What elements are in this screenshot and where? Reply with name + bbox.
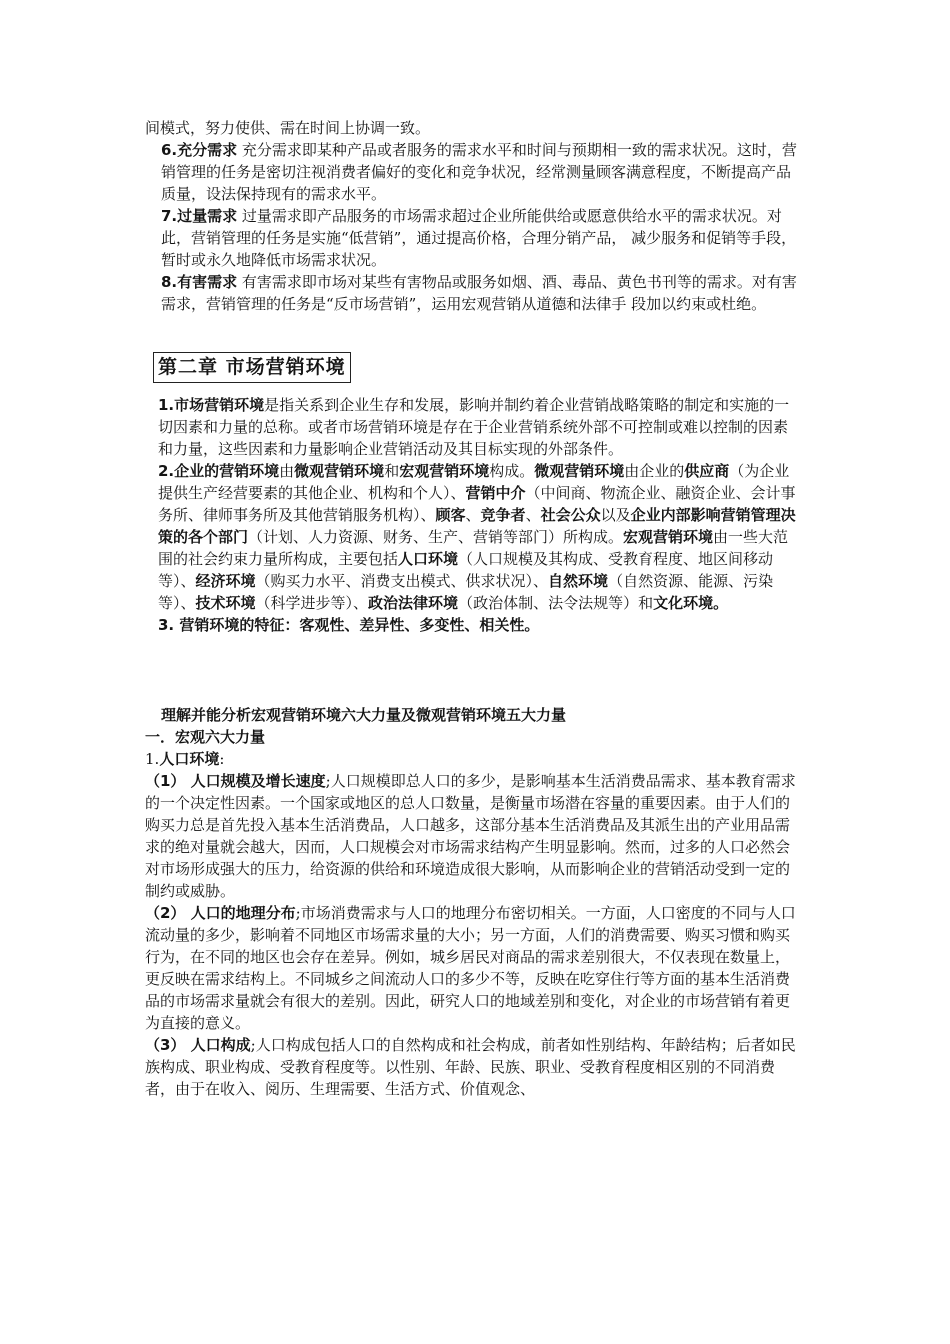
heading-term: 人口环境 xyxy=(159,750,220,768)
para-num: 1. xyxy=(158,396,175,414)
macro-section xyxy=(145,704,800,1100)
seg: （人口规模及其构成、受教育程度、地区间移动等）、 xyxy=(158,550,774,590)
seg: （自然资源、能源、污染等）、 xyxy=(158,572,774,612)
seg: 微观营销环境 xyxy=(294,462,385,480)
seg: 宏观营销环境 xyxy=(623,528,714,546)
para-term: 市场营销环境 xyxy=(174,396,265,414)
point-term: 人口构成 xyxy=(185,1036,251,1054)
item-num: 8. xyxy=(161,273,178,291)
seg: 自然环境 xyxy=(548,572,609,590)
environment-section xyxy=(158,394,798,636)
seg: 竞争者 xyxy=(480,506,526,524)
seg: 微观营销环境 xyxy=(534,462,625,480)
point-population-size xyxy=(145,770,800,902)
item-excess-demand xyxy=(145,205,800,271)
point-geographic-distribution xyxy=(145,902,800,1034)
demand-section xyxy=(145,117,800,315)
seg: 文化环境。 xyxy=(653,594,729,612)
point-num: （2） xyxy=(145,904,186,922)
point-num: （3） xyxy=(145,1036,186,1054)
chapter-title: 第二章 市场营销环境 xyxy=(153,352,351,383)
seg: 政治法律环境 xyxy=(368,594,459,612)
item-num: 6. xyxy=(161,141,178,159)
point-num: （1） xyxy=(145,772,186,790)
heading-colon: : xyxy=(219,750,225,768)
seg: 、 xyxy=(465,506,481,524)
seg: 由一些大范围的社会约束力量所构成，主要包括 xyxy=(158,528,789,568)
point-term: 人口规模及增长速度 xyxy=(185,772,326,790)
point-term: 人口的地理分布 xyxy=(185,904,296,922)
features-line: 3. 营销环境的特征：客观性、差异性、多变性、相关性。 xyxy=(158,616,540,634)
section-heading: 理解并能分析宏观营销环境六大力量及微观营销环境五大力量 xyxy=(161,706,567,724)
seg: （科学进步等）、 xyxy=(255,594,369,612)
seg: 顾客 xyxy=(435,506,466,524)
item-text: 过量需求即产品服务的市场需求超过企业所能供给或愿意供给水平的需求状况。对此，营销管理的任务是实施“低营销”，通过提高价格，合理分销产品， 减少服务和促销等手段，暂时或永久地降低市场需求状况。 xyxy=(161,207,797,269)
composition-paragraph xyxy=(158,460,798,614)
seg: 经济环境 xyxy=(195,572,256,590)
subsection-heading: 一．宏观六大力量 xyxy=(145,728,266,746)
seg: 2. xyxy=(158,462,175,480)
item-term: 充分需求 xyxy=(177,141,238,159)
item-text: 充分需求即某种产品或者服务的需求水平和时间与预期相一致的需求状况。这时，营销管理的任务是密切注视消费者偏好的变化和竞争状况，经常测量顾客满意程度，不断提高产品质量，设法保持现有的需求水平。 xyxy=(161,141,797,203)
seg: 构成。 xyxy=(489,462,535,480)
item-term: 有害需求 xyxy=(177,273,238,291)
seg: 企业内部影响营销管理决策的各个部门 xyxy=(158,506,796,546)
seg: 企业的营销环境 xyxy=(174,462,280,480)
seg: 宏观营销环境 xyxy=(399,462,490,480)
point-text: ;人口规模即总人口的多少，是影响基本生活消费品需求、基本教育需求的一个决定性因素。一个国家或地区的总人口数量，是衡量市场潜在容量的重要因素。由于人们的购买力总是首先投入基本生活消费品，人口越多，这部分基本生活消费品及其派生出的产业用品需求的绝对量就会越大，因而，人口规模会对市场需求结构产生明显影响。然而，过多的人口必然会对市场形成强大的压力，给资源的供给和环境造成很大影响，从而影响企业的营销活动受到一定的制约或威胁。 xyxy=(145,772,796,900)
seg: 人口环境 xyxy=(398,550,459,568)
point-text: ;市场消费需求与人口的地理分布密切相关。一方面，人口密度的不同与人口流动量的多少，影响着不同地区市场需求量的大小；另一方面，人们的消费需要、购买习惯和购买行为，在不同的地区也会存在差异。例如，城乡居民对商品的需求差别很大，不仅表现在数量上，更反映在需求结构上。不同城乡之间流动人口的多少不等，反映在吃穿住行等方面的基本生活消费品的市场需求量就会有很大的差别。因此，研究人口的地域差别和变化，对企业的市场营销有着更为直接的意义。 xyxy=(145,904,796,1032)
seg: 供应商 xyxy=(684,462,730,480)
point-population-structure xyxy=(145,1034,800,1100)
definition-paragraph xyxy=(158,394,798,460)
item-text: 有害需求即市场对某些有害物品或服务如烟、酒、毒品、黄色书刊等的需求。对有害需求，营销管理的任务是“反市场营销”，运用宏观营销从道德和法律手 段加以约束或杜绝。 xyxy=(161,273,797,313)
seg: 、 xyxy=(525,506,541,524)
item-harmful-demand xyxy=(145,271,800,315)
seg: （购买力水平、消费支出模式、供求状况）、 xyxy=(255,572,549,590)
seg: 以及 xyxy=(600,506,631,524)
point-text: ;人口构成包括人口的自然构成和社会构成，前者如性别结构、年龄结构；后者如民族构成、职业构成、受教育程度等。以性别、年龄、民族、职业、受教育程度相区别的不同消费者，由于在收入、阅历、生理需要、生活方式、价值观念、 xyxy=(145,1036,796,1098)
seg: （为企业提供生产经营要素的其他企业、机构和个人）、 xyxy=(158,462,790,502)
continuation-line: 间模式，努力使供、需在时间上协调一致。 xyxy=(145,119,431,137)
seg: （中间商、物流企业、融资企业、会计事务所、律师事务所及其他营销服务机构）、 xyxy=(158,484,796,524)
seg: （政治体制、法令法规等）和 xyxy=(458,594,654,612)
population-heading xyxy=(145,748,800,770)
seg: 由企业的 xyxy=(624,462,685,480)
seg: 和 xyxy=(384,462,400,480)
seg: 由 xyxy=(279,462,295,480)
seg: 技术环境 xyxy=(195,594,256,612)
item-num: 7. xyxy=(161,207,178,225)
heading-num: 1. xyxy=(145,750,160,768)
seg: 营销中介 xyxy=(465,484,526,502)
item-term: 过量需求 xyxy=(177,207,238,225)
seg: 社会公众 xyxy=(540,506,601,524)
item-full-demand xyxy=(145,139,800,205)
para-text: 是指关系到企业生存和发展，影响并制约着企业营销战略策略的制定和实施的一切因素和力量的总称。或者市场营销环境是存在于企业营销系统外部不可控制或难以控制的因素和力量，这些因素和力量影响企业营销活动及其目标实现的外部条件。 xyxy=(158,396,790,458)
seg: （计划、人力资源、财务、生产、营销等部门）所构成。 xyxy=(248,528,624,546)
